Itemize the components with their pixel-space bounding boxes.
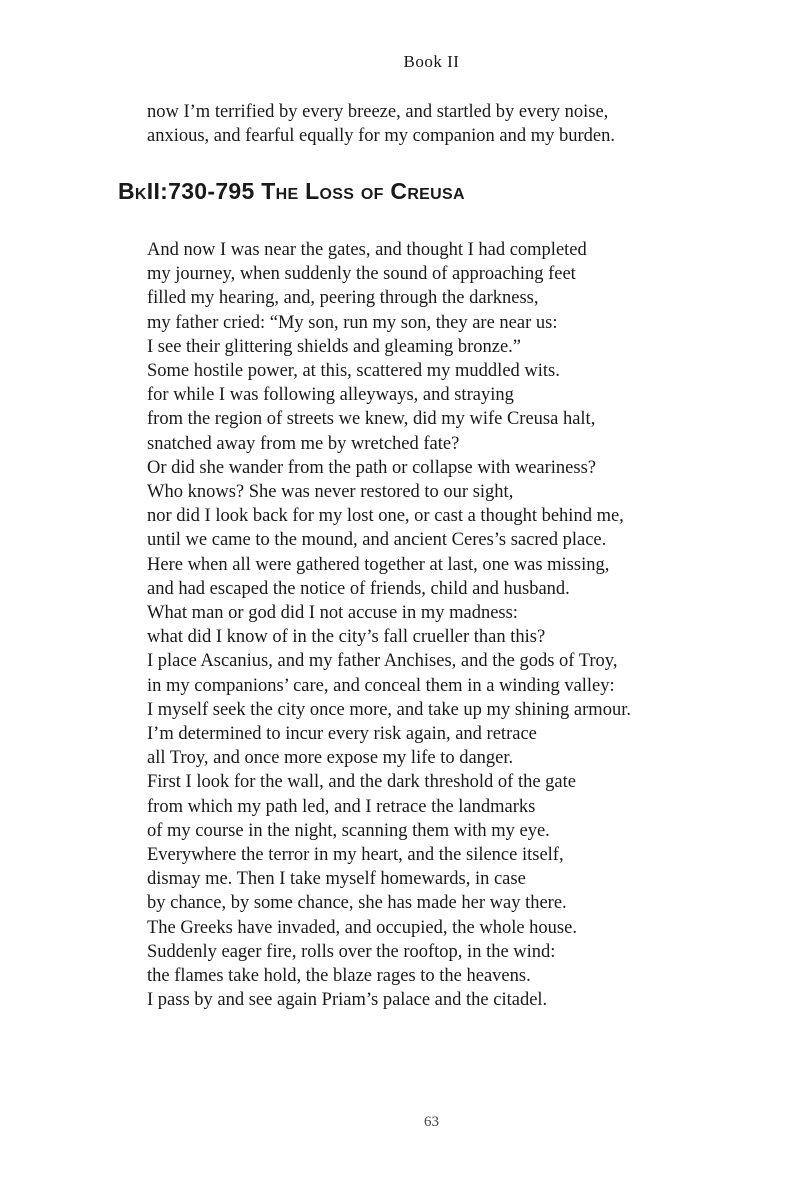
verse-line: for while I was following alleyways, and straying xyxy=(147,385,514,406)
verse-line: all Troy, and once more expose my life to danger. xyxy=(147,748,514,769)
verse-line: filled my hearing, and, peering through the darkness, xyxy=(147,288,539,309)
verse-line: from the region of streets we knew, did my wife Creusa halt, xyxy=(147,409,596,430)
section-heading: BkII:730-795 The Loss of Creusa xyxy=(118,178,465,204)
intro-verse-block xyxy=(147,100,615,148)
verse-line: by chance, by some chance, she has made her way there. xyxy=(147,893,567,914)
verse-line: now I’m terrified by every breeze, and startled by every noise, xyxy=(147,102,609,122)
verse-line: the flames take hold, the blaze rages to the heavens. xyxy=(147,966,531,987)
verse-line: nor did I look back for my lost one, or cast a thought behind me, xyxy=(147,506,624,527)
verse-line: in my companions’ care, and conceal them in a winding valley: xyxy=(147,675,615,696)
verse-line: anxious, and fearful equally for my companion and my burden. xyxy=(147,126,616,147)
verse-line: my journey, when suddenly the sound of approaching feet xyxy=(147,264,576,285)
verse-line: snatched away from me by wretched fate? xyxy=(147,433,460,454)
verse-line: I see their glittering shields and gleaming bronze.” xyxy=(147,336,521,357)
verse-line: I place Ascanius, and my father Anchises, and the gods of Troy, xyxy=(147,651,618,672)
verse-line: Or did she wander from the path or collapse with weariness? xyxy=(147,457,596,478)
verse-line: my father cried: “My son, run my son, they are near us: xyxy=(147,312,558,333)
verse-line: First I look for the wall, and the dark threshold of the gate xyxy=(147,772,576,793)
verse-line: What man or god did I not accuse in my madness: xyxy=(147,603,518,624)
verse-line: The Greeks have invaded, and occupied, the whole house. xyxy=(147,917,577,938)
verse-line: from which my path led, and I retrace the landmarks xyxy=(147,796,536,817)
verse-line: Suddenly eager fire, rolls over the rooftop, in the wind: xyxy=(147,941,556,962)
running-header: Book II xyxy=(403,52,460,71)
verse-line: I pass by and see again Priam’s palace and the citadel. xyxy=(147,990,548,1011)
poem-verse-block xyxy=(147,238,631,1013)
verse-line: and had escaped the notice of friends, child and husband. xyxy=(147,578,570,599)
verse-line: Who knows? She was never restored to our sight, xyxy=(147,482,514,503)
verse-line: Some hostile power, at this, scattered my muddled wits. xyxy=(147,361,560,382)
verse-line: I myself seek the city once more, and take up my shining armour. xyxy=(147,699,631,720)
verse-line: until we came to the mound, and ancient Ceres’s sacred place. xyxy=(147,530,607,551)
verse-line: Here when all were gathered together at last, one was missing, xyxy=(147,554,610,575)
verse-line: Everywhere the terror in my heart, and the silence itself, xyxy=(147,845,564,866)
verse-line: I’m determined to incur every risk again, and retrace xyxy=(147,724,537,745)
verse-line: of my course in the night, scanning them with my eye. xyxy=(147,820,550,841)
page-number: 63 xyxy=(424,1114,439,1130)
verse-line: what did I know of in the city’s fall crueller than this? xyxy=(147,627,546,648)
verse-line: And now I was near the gates, and thought I had completed xyxy=(147,240,587,260)
verse-line: dismay me. Then I take myself homewards, in case xyxy=(147,869,526,890)
